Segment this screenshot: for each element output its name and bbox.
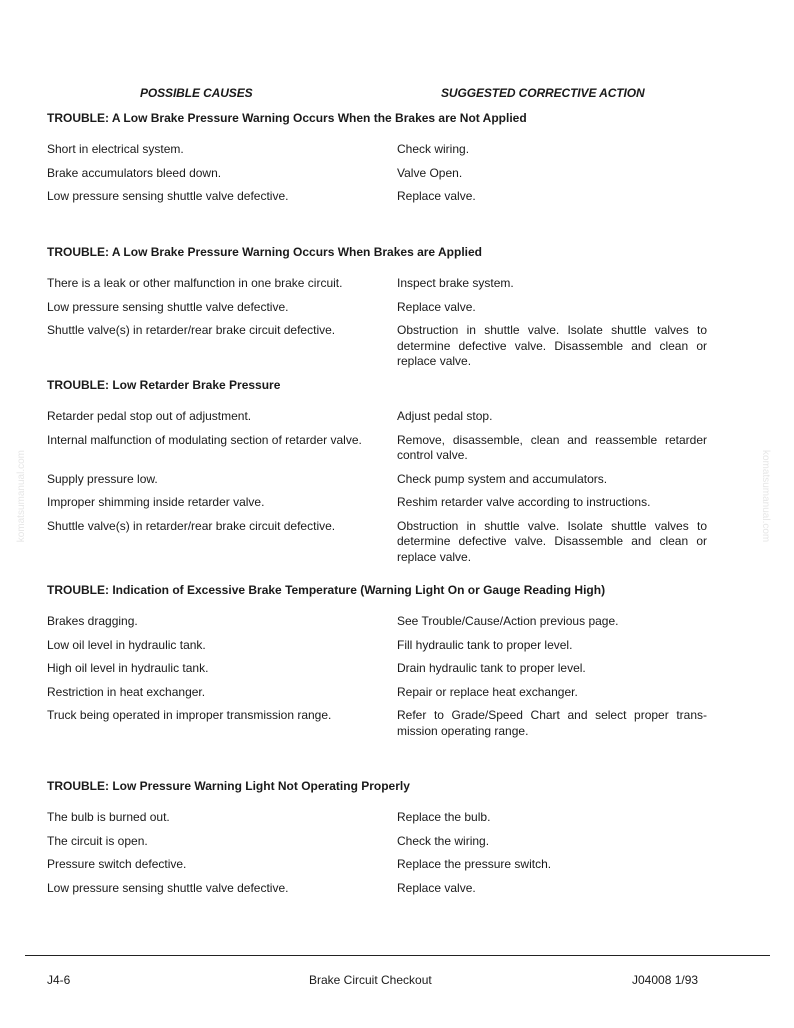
table-row (47, 708, 747, 739)
watermark-right: komatsumanual.com (760, 450, 771, 543)
trouble-section (47, 110, 747, 205)
action-text: Inspect brake system. (397, 276, 514, 290)
action-text: Replace the bulb. (397, 810, 491, 824)
table-row (47, 189, 747, 205)
cause-text: Shuttle valve(s) in retarder/rear brake circuit defective. (47, 518, 336, 533)
action-text: Replace the pressure switch. (397, 857, 552, 871)
table-row (47, 834, 747, 850)
action-text: Remove, disassemble, clean and reassemble retarder control valve. (397, 432, 707, 462)
table-row (47, 519, 747, 566)
action-text: Check wiring. (397, 142, 470, 156)
table-row (47, 166, 747, 182)
action-text: Repair or replace heat exchanger. (397, 684, 578, 699)
action-text: Replace valve. (397, 299, 476, 314)
cause-text: The bulb is burned out. (47, 810, 170, 824)
table-row (47, 323, 747, 370)
table-row (47, 300, 747, 316)
action-text: Replace valve. (397, 189, 476, 203)
action-text: See Trouble/Cause/Action previous page. (397, 614, 619, 628)
table-row (47, 857, 747, 873)
cause-text: Low pressure sensing shuttle valve defective. (47, 189, 289, 203)
table-row (47, 638, 747, 654)
action-text: Obstruction in shuttle valve. Isolate shuttle valves to determine defective valve. Disassemble and clean or replace valve. (397, 518, 707, 564)
table-row (47, 495, 747, 511)
trouble-section (47, 377, 747, 565)
table-row (47, 661, 747, 677)
action-text: Adjust pedal stop. (397, 409, 493, 423)
footer-divider (25, 955, 770, 956)
cause-text: Short in electrical system. (47, 142, 184, 156)
table-row (47, 276, 747, 292)
cause-text: High oil level in hydraulic tank. (47, 661, 209, 675)
trouble-section (47, 778, 747, 896)
action-text: Refer to Grade/Speed Chart and select proper trans-mission operating range. (397, 708, 707, 738)
watermark-left: komatsumanual.com (16, 450, 27, 543)
action-text: Obstruction in shuttle valve. Isolate shuttle valves to determine defective valve. Disassemble and clean or replace valve. (397, 323, 707, 368)
corrective-action-heading: SUGGESTED CORRECTIVE ACTION (441, 86, 645, 100)
table-row (47, 142, 747, 158)
cause-text: Truck being operated in improper transmission range. (47, 708, 332, 722)
cause-text: The circuit is open. (47, 833, 148, 848)
section-title: TROUBLE: Low Retarder Brake Pressure (47, 378, 281, 392)
action-text: Fill hydraulic tank to proper level. (397, 637, 573, 652)
trouble-section (47, 582, 747, 739)
cause-text: Brake accumulators bleed down. (47, 165, 222, 180)
action-text: Replace valve. (397, 880, 476, 895)
cause-text: Low pressure sensing shuttle valve defective. (47, 299, 289, 314)
footer-page-number: J4-6 (47, 973, 71, 987)
cause-text: Brakes dragging. (47, 614, 138, 628)
table-row (47, 614, 747, 630)
cause-text: Restriction in heat exchanger. (47, 684, 206, 699)
table-row (47, 409, 747, 425)
cause-text: Supply pressure low. (47, 471, 158, 486)
action-text: Check pump system and accumulators. (397, 471, 608, 486)
possible-causes-heading: POSSIBLE CAUSES (140, 86, 253, 100)
cause-text: There is a leak or other malfunction in one brake circuit. (47, 276, 343, 290)
footer-title: Brake Circuit Checkout (309, 973, 432, 987)
action-text: Reshim retarder valve according to instructions. (397, 495, 651, 509)
table-row (47, 433, 747, 464)
trouble-section (47, 244, 747, 370)
table-row (47, 472, 747, 488)
table-row (47, 810, 747, 826)
action-text: Drain hydraulic tank to proper level. (397, 661, 586, 675)
cause-text: Pressure switch defective. (47, 857, 187, 871)
cause-text: Internal malfunction of modulating section of retarder valve. (47, 432, 362, 447)
action-text: Valve Open. (397, 165, 463, 180)
section-title: TROUBLE: Indication of Excessive Brake Temperature (Warning Light On or Gauge Reading High) (47, 583, 606, 597)
cause-text: Shuttle valve(s) in retarder/rear brake circuit defective. (47, 323, 336, 337)
section-title: TROUBLE: A Low Brake Pressure Warning Occurs When the Brakes are Not Applied (47, 111, 527, 125)
table-row (47, 881, 747, 897)
section-title: TROUBLE: Low Pressure Warning Light Not Operating Properly (47, 779, 410, 793)
section-title: TROUBLE: A Low Brake Pressure Warning Occurs When Brakes are Applied (47, 245, 482, 259)
table-row (47, 685, 747, 701)
cause-text: Improper shimming inside retarder valve. (47, 495, 265, 509)
cause-text: Retarder pedal stop out of adjustment. (47, 409, 252, 423)
action-text: Check the wiring. (397, 833, 490, 848)
cause-text: Low pressure sensing shuttle valve defective. (47, 880, 289, 895)
column-headers (0, 86, 794, 102)
footer-document-code: J04008 1/93 (632, 973, 699, 987)
cause-text: Low oil level in hydraulic tank. (47, 637, 206, 652)
